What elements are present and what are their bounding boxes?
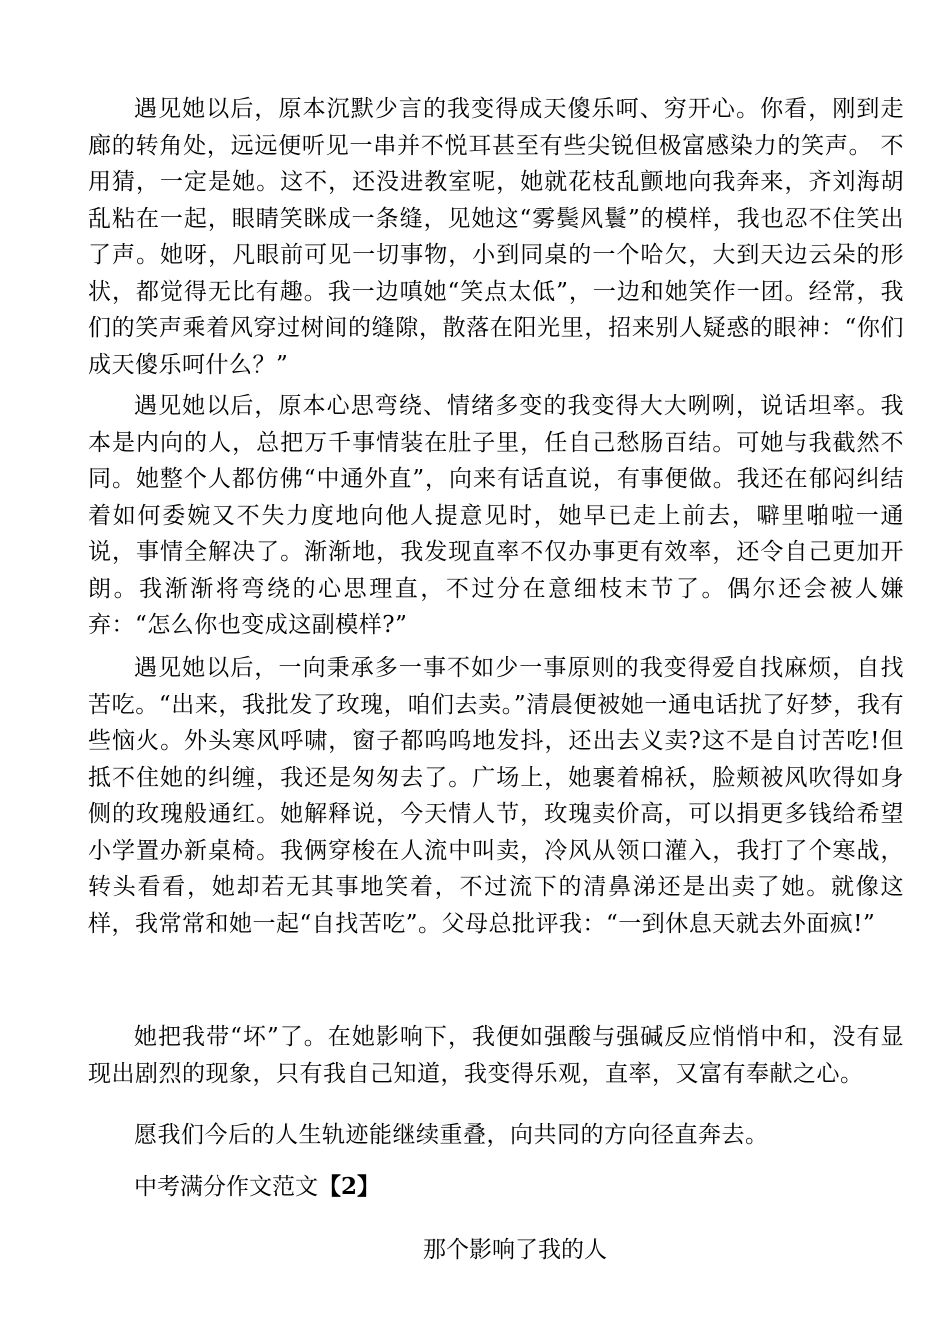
- section-heading: [134, 1169, 380, 1205]
- paragraph-2: 遇见她以后，原本心思弯绕、情绪多变的我变得大大咧咧，说话坦率。我本是内向的人，总把万千事情装在肚子里，任自己愁肠百结。可她与我截然不同。她整个人都仿佛“中通外直”，向来有话直说，有事便做。我还在郁闷纠结着如何委婉又不失力度地向他人提意见时，她早已走上前去，噼里啪啦一通说，事情全解决了。渐渐地，我发现直率不仅办事更有效率，还令自己更加开朗。我渐渐将弯绕的心思理直，不过分在意细枝末节了。偶尔还会被人嫌弃：“怎么你也变成这副模样?”: [88, 393, 904, 638]
- paragraph-3: 遇见她以后，一向秉承多一事不如少一事原则的我变得爱自找麻烦，自找苦吃。“出来，我批发了玫瑰，咱们去卖。”清晨便被她一通电话扰了好梦，我有些恼火。外头寒风呼啸，窗子都呜呜地发抖，还出去义卖?这不是自讨苦吃!但抵不住她的纠缠，我还是匆匆去了。广场上，她裹着棉袄，脸颊被风吹得如身侧的玫瑰般通红。她解释说，今天情人节，玫瑰卖价高，可以捐更多钱给希望小学置办新桌椅。我俩穿梭在人流中叫卖，冷风从领口灌入，我打了个寒战，转头看看，她却若无其事地笑着，不过流下的清鼻涕还是出卖了她。就像这样，我常常和她一起“自找苦吃”。父母总批评我：“一到休息天就去外面疯!”: [88, 655, 904, 937]
- paragraph-5: 愿我们今后的人生轨迹能继续重叠，向共同的方向径直奔去。: [134, 1122, 769, 1148]
- essay-title: 那个影响了我的人: [423, 1237, 607, 1263]
- section-heading-text: 中考满分作文范文: [134, 1174, 318, 1200]
- section-heading-number: 【2】: [318, 1173, 381, 1200]
- paragraph-1: 遇见她以后，原本沉默少言的我变得成天傻乐呵、穷开心。你看，刚到走廊的转角处，远远便听见一串并不悦耳甚至有些尖锐但极富感染力的笑声。 不用猜，一定是她。这不，还没进教室呢，她就花枝乱颤地向我奔来，齐刘海胡乱粘在一起，眼睛笑眯成一条缝，见她这“雾鬓风鬟”的模样，我也忍不住笑出了声。她呀，凡眼前可见一切事物，小到同桌的一个哈欠，大到天边云朵的形状，都觉得无比有趣。我一边嗔她“笑点太低”，一边和她笑作一团。经常，我们的笑声乘着风穿过树间的缝隙，散落在阳光里，招来别人疑惑的眼神：“你们成天傻乐呵什么？”: [88, 96, 904, 378]
- paragraph-4: 她把我带“坏”了。在她影响下，我便如强酸与强碱反应悄悄中和，没有显现出剧烈的现象，只有我自己知道，我变得乐观，直率，又富有奉献之心。: [88, 1024, 904, 1087]
